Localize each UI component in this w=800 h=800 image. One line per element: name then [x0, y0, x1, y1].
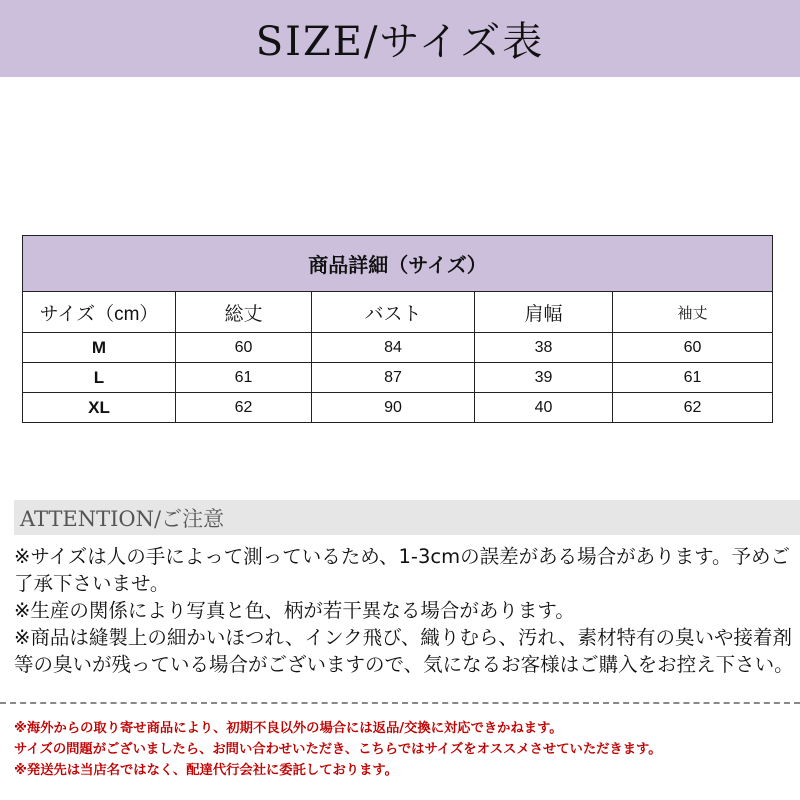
cell: 60	[613, 333, 773, 363]
header-shoulder: 肩幅	[475, 292, 613, 333]
attention-heading-bar	[14, 500, 800, 535]
cell: 90	[312, 393, 475, 423]
cell: 39	[475, 363, 613, 393]
cell: L	[23, 363, 176, 393]
note: ※生産の関係により写真と色、柄が若干異なる場合があります。	[14, 599, 575, 622]
title-banner	[0, 0, 800, 77]
notice: ※発送先は当店名ではなく、配達代行会社に委託しております。	[14, 763, 398, 778]
table-row	[23, 363, 773, 393]
cell: XL	[23, 393, 176, 423]
cell: 62	[176, 393, 312, 423]
cell: 38	[475, 333, 613, 363]
divider	[0, 702, 800, 704]
header-size: サイズ（cm）	[23, 292, 176, 333]
note: ※サイズは人の手によって測っているため、1-3cmの誤差がある場合があります。予めご了承下さいませ。	[14, 545, 791, 595]
table-row	[23, 393, 773, 423]
cell: 40	[475, 393, 613, 423]
table-caption: 商品詳細（サイズ）	[23, 236, 773, 292]
cell: 60	[176, 333, 312, 363]
size-table	[22, 235, 773, 423]
page-title: SIZE/サイズ表	[255, 19, 545, 65]
attention-heading: ATTENTION/ご注意	[20, 506, 225, 531]
notice: ※海外からの取り寄せ商品により、初期不良以外の場合には返品/交換に対応できかねます。	[14, 721, 563, 736]
notice: サイズの問題がございましたら、お問い合わせいただき、こちらではサイズをオススメさせていただきます。	[14, 742, 662, 757]
note: ※商品は縫製上の細かいほつれ、インク飛び、織りむら、汚れ、素材特有の臭いや接着剤等の臭いが残っている場合がございますので、気になるお客様はご購入をお控え下さい。	[14, 626, 794, 676]
cell: 84	[312, 333, 475, 363]
cell: 62	[613, 393, 773, 423]
header-bust: バスト	[312, 292, 475, 333]
cell: 61	[613, 363, 773, 393]
cell: 87	[312, 363, 475, 393]
attention-notes	[14, 543, 800, 678]
cell: M	[23, 333, 176, 363]
shipping-notices	[14, 718, 662, 781]
header-sleeve: 袖丈	[613, 292, 773, 333]
header-length: 総丈	[176, 292, 312, 333]
cell: 61	[176, 363, 312, 393]
table-header-row	[23, 292, 773, 333]
table-row	[23, 333, 773, 363]
